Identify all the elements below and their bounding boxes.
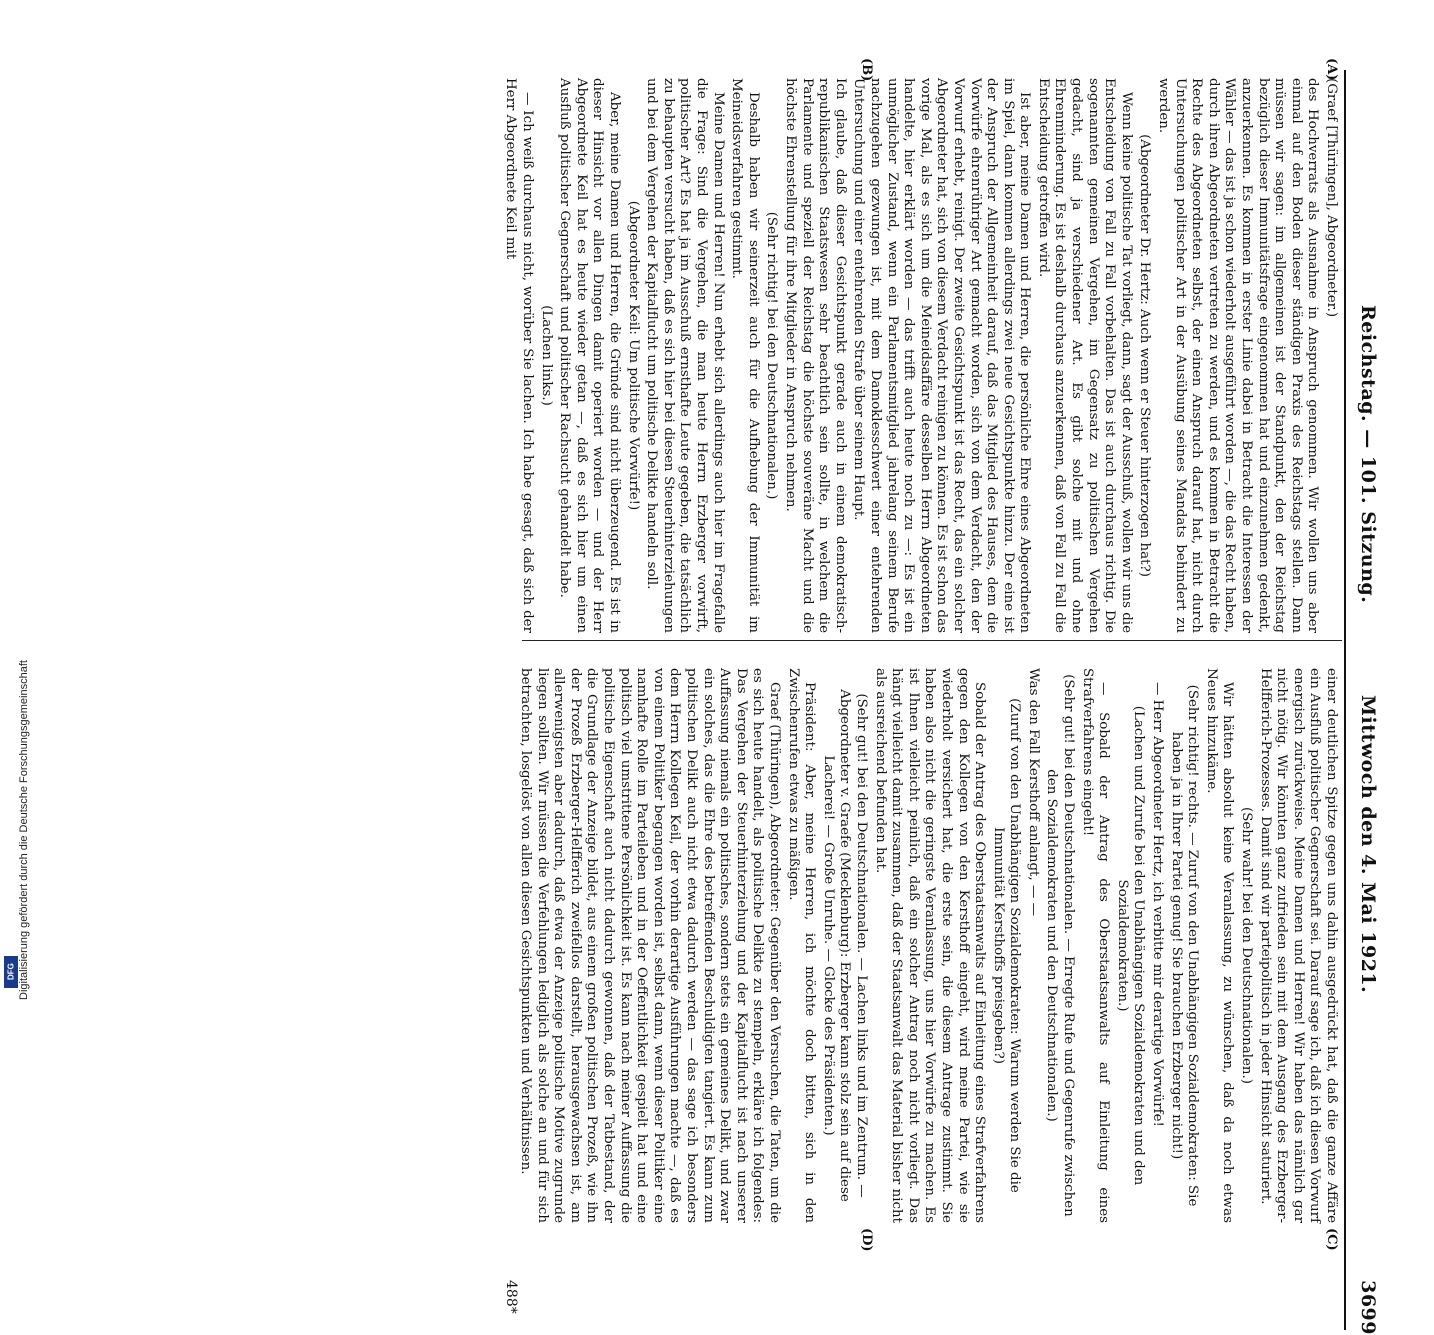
paragraph: (Lachen links.) xyxy=(538,305,554,406)
column-divider xyxy=(522,640,1342,641)
paragraph: (Sehr gut! bei den Deutschnationalen. — Erregte Rufe und Gegenrufe zwischen den Sozialdemokraten und den Deutschnationalen.) xyxy=(1044,674,1077,1217)
paragraph: Graef (Thüringen), Abgeordneter: Gegenüber den Versuchen, die Taten, um die es sich heute handelt, als politische Delikte zu stempeln, erkläre ich folgendes: Das Vergehen der Steuerhinterziehung und der Kapitalflucht ist nach unserer Auffassung niemals ein politisches, sondern stets ein gemeines Delikt, und zwar ein solches, das die Ehre des betreffenden Beschuldigten tangiert. Es kann zum politischen Delikt auch nicht etwa dadurch werden — das sage ich besonders dem Herrn Kollegen Keil, der vorhin derartige Ausführungen machte —, daß es von einem Politiker begangen worden ist, selbst dann, wenn dieser Politiker eine namhafte Rolle im Parteileben und in der Oeffentlichkeit gespielt hat und eine politisch viel umstrittene Persönlichkeit ist. Es kann nach meiner Auffassung die politische Eigenschaft auch nicht dadurch gewonnen, daß der Tatbestand, der die Grundlage der Anzeige bildet, aus einem großen politischen Prozeß, wie ihn der Prozeß Erzberger-Helfferich zweifellos darstellt, herausgewachsen ist, am allerwenigsten aber dadurch, daß etwa der Anzeige politische Motive zugrunde liegen sollten. Wir müssen die Verfehlungen lediglich als solche an und für sich betrachten, losgelöst von allen diesen Gesichtspunkten und Verhältnissen. xyxy=(518,668,782,1223)
text-column-left xyxy=(503,78,1339,633)
header-session: Reichstag. — 101. Sitzung. xyxy=(1357,305,1379,604)
paragraph: Meine Damen und Herren! Nun erhebt sich allerdings auch hier im Fragefalle die Frage: Sind die Vergehen, die man heute Herrn Erzberger vorwirft, politischer Art? Es hat ja im Ausschuß ernsthafte Leute gegeben, die tatsächlich zu behaupten versucht haben, daß es sich hier bei diesen Steuerhinterziehungen und bei dem Vergehen der Kapitalflucht um politische Delikte handeln soll. xyxy=(644,78,726,633)
paragraph: (Zuruf von den Unabhängigen Sozialdemokraten: Warum werden Sie die Immunität Kersthoffs preisgeben?) xyxy=(990,698,1023,1193)
digitalization-note: Digitalisierung gefördert durch die Deutsche Forschungsgemeinschaft xyxy=(18,660,30,1000)
footer-page-mark: 488* xyxy=(503,1280,519,1314)
paragraph: (Abgeordneter Keil: Um politische Vorwürfe!) xyxy=(625,200,641,511)
paragraph: Deshalb haben wir seinerzeit auch für die Aufhebung der Immunität im Meineidsverfahren gestimmt. xyxy=(729,78,761,633)
paragraph: Wir hätten absolut keine Veranlassung, zu wünschen, daß da noch etwas Neues hinzukäme. xyxy=(1203,668,1236,1223)
header-page-number: 3699 xyxy=(1357,1280,1379,1335)
paragraph: Aber, meine Damen und Herren, die Gründe sind nicht überzeugend. Es ist in dieser Hinsicht vor allen Dingen damit operiert worden — und der Herr Abgeordnete Keil hat es heute wieder getan —, daß es sich hier um einen Ausfluß politischer Gegnerschaft und politischer Rachsucht gehandelt habe. xyxy=(557,78,623,633)
dfg-logo-icon: DFG xyxy=(4,956,18,988)
paragraph: Wenn keine politische Tat vorliegt, dann, sagt der Ausschuß, wollen wir uns die Entscheidung von Fall zu Fall vorbehalten. Das ist auch durchaus richtig. Die sogenannten gemeinen Vergehen, im Gegensatz zu politischen Vergehen gedacht, sind ja verschiedener Art. Es gibt solche mit und ohne Ehrenminderung. Es ist deshalb durchaus anzuerkennen, daß von Fall zu Fall die Entscheidung getroffen wird. xyxy=(1035,78,1134,633)
paragraph: Ist aber, meine Damen und Herren, die persönliche Ehre eines Abgeordneten im Spiel, dann kommen allerdings zwei neue Gesichtspunkte hinzu. Der eine ist der Anspruch der Allgemeinheit darauf, daß das Mitglied des Hauses, dem die Vorwürfe ehrenrühriger Art gemacht worden, sich von dem Verdacht, den der Vorwurf erhebt, reinigt. Der zweite Gesichtspunkt ist das Recht, das ein solcher Abgeordneter hat, sich von diesem Verdacht reinigen zu können. Es ist schon das vorige Mal, als es sich um die Meineidsaffäre desselben Herrn Abgeordneten handelte, hier erklärt worden — das trifft auch heute noch zu —: Es ist ein unmöglicher Zustand, wenn ein Parlamentsmitglied jahrelang seinem Berufe nachzugehen gezwungen ist, mit dem Damoklesschwert einer entehrenden Untersuchung und einer entehrenden Strafe über seinem Haupt. xyxy=(851,78,1033,633)
paragraph: (Lachen und Zurufe bei den Unabhängigen Sozialdemokraten und den Sozialdemokraten.) xyxy=(1114,705,1147,1186)
paragraph: Was den Fall Kersthoff anlangt, — — xyxy=(1025,668,1041,916)
paragraph: Präsident: Aber, meine Herren, ich möchte doch bitten, sich in den Zwischenrufen etwas zu mäßigen. xyxy=(785,668,818,1223)
paragraph: — Sobald der Antrag des Oberstaatsanwalts auf Einleitung eines Strafverfahrens eingeht! xyxy=(1079,668,1112,1223)
paragraph: einer deutlichen Spitze gegen uns dahin ausgedrückt hat, daß die ganze Affäre ein Ausfluß politischer Gegnerschaft sei. Darauf sage ich, daß ich diesen Vorwurf energisch zurückweise. Meine Damen und Herren! Wir haben das nämlich gar nicht nötig. Wir könnten ganz zufrieden sein mit dem Ausgang des Erzberger-Helfferich-Prozesses. Damit sind wir parteipolitisch in jeder Hinsicht saturiert. xyxy=(1257,668,1339,1223)
paragraph: Sobald der Antrag des Oberstaatsanwalts auf Einleitung eines Strafverfahrens gegen den Kollegen von den Kersthoff eingeht, wird meine Partei, wie sie wiederholt versichert hat, die erste sein, die diesem Antrage zustimmt. Sie haben also nicht die geringste Veranlassung, uns hier Vorwürfe zu machen. Es ist Ihnen vielleicht peinlich, daß ein solcher Antrag noch nicht vorliegt. Das hängt vielleicht damit zusammen, daß der Staatsanwalt das Material bisher nicht als ausreichend befunden hat. xyxy=(872,668,988,1223)
page-header xyxy=(1349,75,1379,1335)
paragraph: (Sehr richtig! rechts. — Zuruf von den Unabhängigen Sozialdemokraten: Sie haben ja in Ihrer Partei genug! Sie brauchen Erzberger nicht!) xyxy=(1168,684,1201,1207)
paragraph: (Sehr wahr! bei den Deutschnationalen.) xyxy=(1239,806,1255,1085)
paragraph: des Hochverrats als Ausnahme in Anspruch genommen. Wir wollen uns aber einmal auf den Boden dieser ständigen Praxis des Reichstags stellen. Dann müssen wir sagen: im allgemeinen ist der Standpunkt, den der Reichstag bezüglich dieser Immunitätsfrage eingenommen hat und einzunehmen gedenkt, anzuerkennen. Es kommen in erster Linie dabei in Betracht die Interessen der Wähler — das ist ja schon wiederholt ausgeführt worden —, die das Recht haben, durch ihren Abgeordneten vertreten zu werden, und es kommen in Betracht die Rechte des Abgeordneten selbst, der einen Anspruch darauf hat, nicht durch Untersuchungen politischer Art in der Ausübung seines Mandats behindert zu werden. xyxy=(1156,78,1321,633)
paragraph: (Graef [Thüringen], Abgeordneter.) xyxy=(1324,78,1339,318)
text-column-right xyxy=(519,668,1339,1223)
margin-marker-a: (A) xyxy=(1324,58,1339,81)
paragraph: — Ich weiß durchaus nicht, worüber Sie lachen. Ich habe gesagt, daß sich der Herr Abgeordnete Keil mit xyxy=(503,78,536,633)
paragraph: (Abgeordneter Dr. Hertz: Auch wenn er Steuer hinterzogen hat?) xyxy=(1137,134,1153,577)
header-rule xyxy=(1344,70,1346,1330)
paragraph: (Sehr richtig! bei den Deutschnationalen.) xyxy=(764,211,780,500)
paragraph: Ich glaube, daß dieser Gesichtspunkt gerade auch in einem demokratisch-republikanischen Staatswesen sehr beachtlich sein sollte, in welchem die Parlamente und speziell der Reichstag die höchste souveräne Macht und die höchste Ehrenstellung für ihre Mitglieder in Anspruch nehmen. xyxy=(783,78,848,633)
header-date: Mittwoch den 4. Mai 1921. xyxy=(1357,695,1379,994)
margin-marker-c: (C) xyxy=(1324,1228,1339,1251)
margin-marker-b: (B) xyxy=(859,58,874,82)
margin-marker-d: (D) xyxy=(859,1228,874,1252)
paragraph: (Sehr gut! bei den Deutschnationalen. — Lachen links und im Zentrum. — Abgeordneter v. Graefe (Mecklenburg): Erzberger kann stolz sein auf diese Lacherei! — Große Unruhe. — Glocke des Präsidenten.) xyxy=(820,689,869,1202)
paragraph: — Herr Abgeordneter Hertz, ich verbitte mir derartige Vorwürfe! xyxy=(1150,682,1166,1127)
